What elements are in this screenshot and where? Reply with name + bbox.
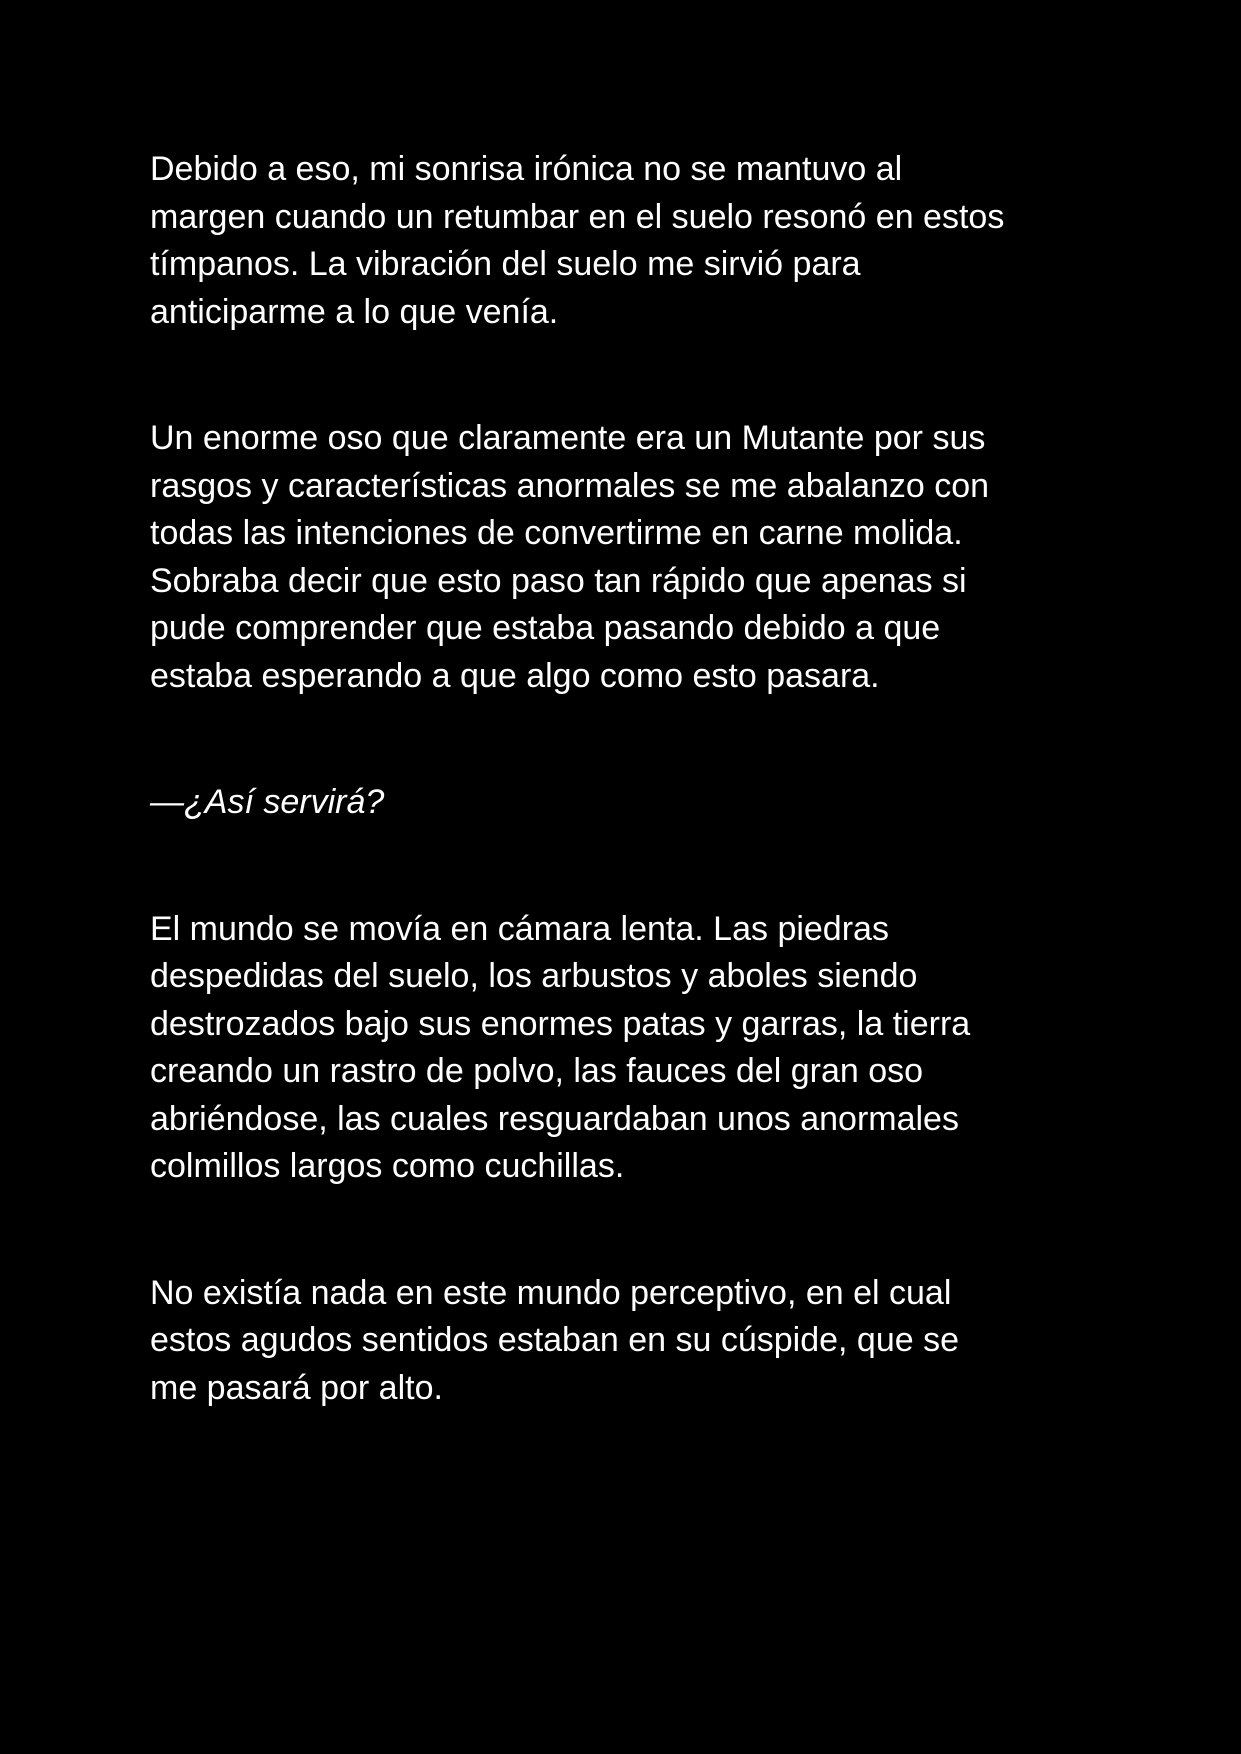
paragraph-4: El mundo se movía en cámara lenta. Las piedras despedidas del suelo, los arbustos y aboles siendo destrozados bajo sus enormes patas y garras, la tierra creando un rastro de polvo, las fauces del gran oso abriéndose, las cuales resguardaban unos anormales colmillos largos como cuchillas. (150, 909, 971, 1185)
paragraph-1: Debido a eso, mi sonrisa irónica no se mantuvo al margen cuando un retumbar en el suelo resonó en estos tímpanos. La vibración del suelo me sirvió para anticiparme a lo que venía. (150, 150, 1005, 331)
paragraph-5: No existía nada en este mundo perceptivo, en el cual estos agudos sentidos estaban en su cúspide, que se me pasará por alto. (150, 1273, 960, 1407)
document-body (150, 146, 1110, 1412)
paragraph-spacer (150, 700, 1110, 779)
paragraph-spacer (150, 336, 1110, 415)
paragraph-2: Un enorme oso que claramente era un Mutante por sus rasgos y características anormales se me abalanzo con todas las intenciones de convertirme en carne molida. Sobraba decir que esto paso tan rápido que apenas si pude comprender que estaba pasando debido a que estaba esperando a que algo como esto pasara. (150, 419, 990, 695)
dialogue-line: —¿Así servirá? (150, 783, 385, 821)
paragraph-spacer (150, 1191, 1110, 1270)
paragraph-spacer (150, 827, 1110, 906)
